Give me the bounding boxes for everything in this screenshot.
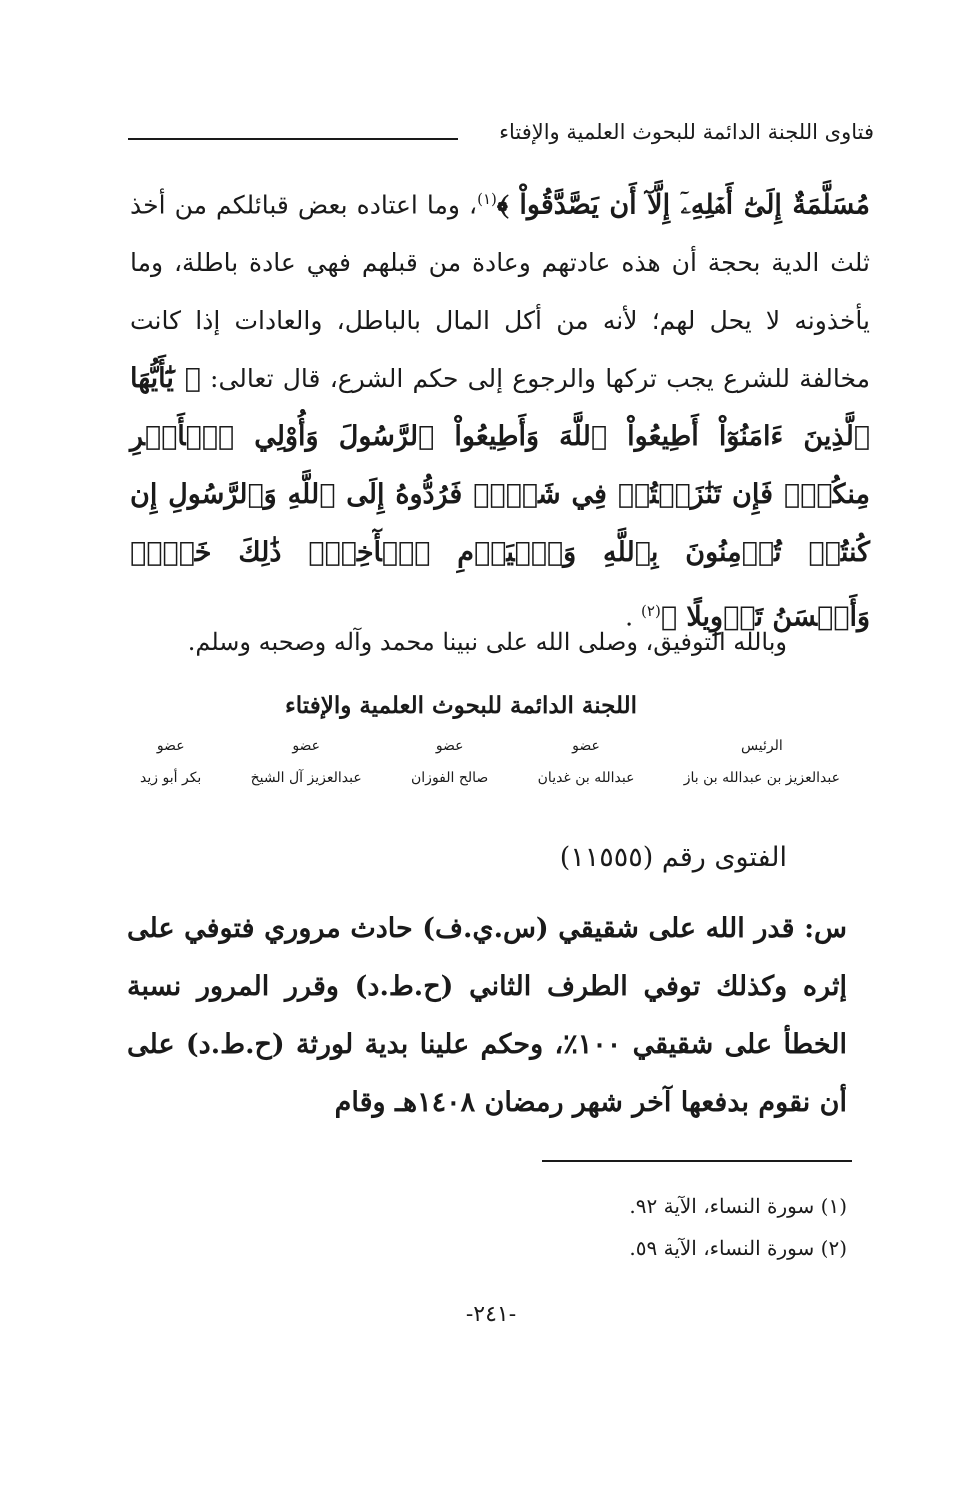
question-paragraph [127,900,847,1132]
signatory-name: عبدالله بن غديان [537,770,635,786]
footnote-rule [542,1160,852,1162]
body-paragraph [130,170,870,647]
signatory-member [411,738,488,786]
question-text: س: قدر الله على شقيقي (س.ي.ف) حادث مروري فتوفي على إثره وكذلك توفي الطرف الثاني (ح.ط.د) وقرر المرور نسبة الخطأ على شقيقي ١٠٠٪، وحكم علينا بدية لورثة (ح.ط.د) على أن نقوم بدفعها آخر شهر رمضان ١٤٠٨هـ وقام [127,913,847,1118]
fatwa-number: الفتوى رقم (١١٥٥٥) [559,842,787,873]
running-header-title: فتاوى اللجنة الدائمة للبحوث العلمية والإفتاء [499,120,874,144]
footnotes [629,1185,847,1269]
page-number: -٢٤١- [465,1302,517,1327]
signatories [140,738,840,786]
signatory-role: عضو [435,738,464,754]
header-rule [128,138,458,140]
signatory-name: عبدالعزيز آل الشيخ [250,770,362,786]
signatory-name: بكر أبو زيد [140,770,202,786]
signatory-role: عضو [156,738,185,754]
signatory-member [538,738,635,786]
signatory-name: صالح الفوزان [411,770,489,786]
quran-verse: ﴿ يَٰٓأَيُّهَا ٱلَّذِينَ ءَامَنُوٓاْ أَطِيعُواْ ٱللَّهَ وَأَطِيعُواْ ٱلرَّسُولَ وَأُوْلِي ٱلۡأَمۡرِ مِنكُمۡۖ فَإِن تَنَٰزَعۡتُمۡ فِي شَيۡءٖ فَرُدُّوهُ إِلَى ٱللَّهِ وَٱلرَّسُولِ إِن كُنتُمۡ تُؤۡمِنُونَ بِٱللَّهِ وَٱلۡيَوۡمِ ٱلۡأٓخِرِۚ ذَٰلِكَ خَيۡرٞ وَأَحۡسَنُ تَأۡوِيلًا ﴾ [130,363,870,633]
body-text-part1: ، وما اعتاده بعض قبائلكم من أخذ ثلث الدية بحجة أن هذه عادتهم وعادة من قبلهم فهي عادة باطلة، وما يأخذونه لا يحل لهم؛ لأنه من أكل المال بالباطل، والعادات إذا كانت مخالفة للشرع يجب تركها والرجوع إلى حكم الشرع، قال تعالى: [130,190,871,394]
body-text-end: . [625,602,642,632]
signatory-role: عضو [572,738,600,754]
footnote-ref-1: (١) [477,190,497,208]
quran-quote-opening: مُسَلَّمَةٌ إِلَىٰٓ أَهۡلِهِۦٓ إِلَّآ أَن يَصَّدَّقُواْ ﴾ [496,189,871,221]
signatory-role: الرئيس [740,738,783,754]
footnote-1: (١) سورة النساء، الآية ٩٢. [629,1194,847,1218]
committee-title: اللجنة الدائمة للبحوث العلمية والإفتاء [284,692,638,719]
footnote-2: (٢) سورة النساء، الآية ٥٩. [629,1236,847,1260]
signatory-name: عبدالعزيز بن عبدالله بن باز [683,770,840,786]
signatory-member [251,738,362,786]
closing-line: وبالله التوفيق، وصلى الله على نبينا محمد وآله وصحبه وسلم. [187,628,787,656]
signatory-member [140,738,201,786]
footnote-ref-2: (٢) [641,602,661,621]
signatory-role: عضو [292,738,321,754]
signatory-chairman [684,738,840,786]
